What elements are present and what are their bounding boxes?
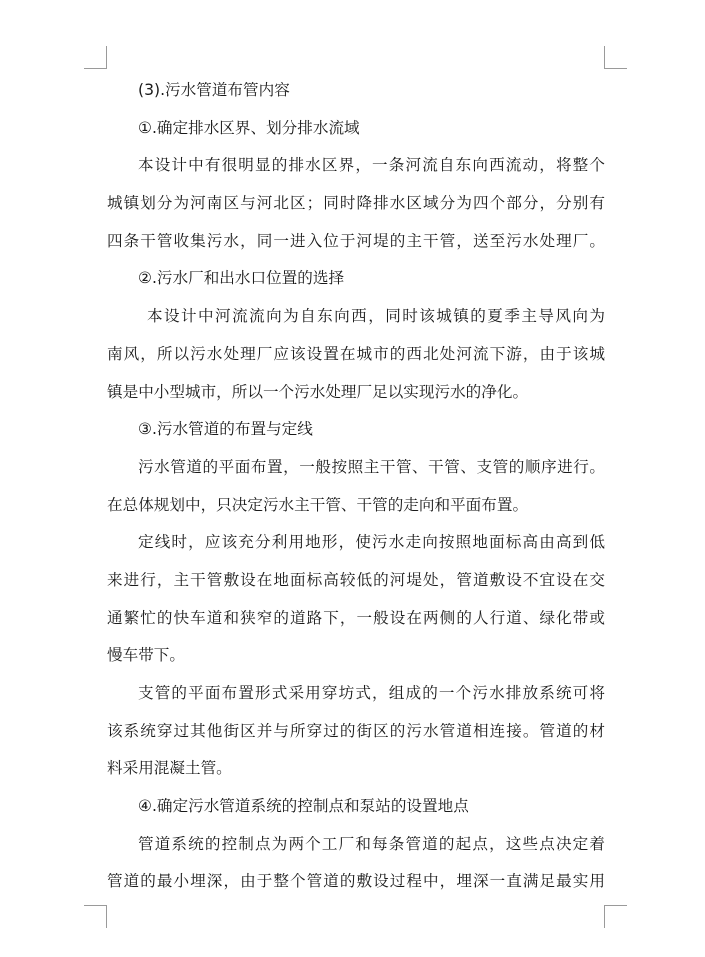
paragraph-line: 管道系统的控制点为两个工厂和每条管道的起点，这些点决定着 [138,834,605,853]
subsection-heading: ①.确定排水区界、划分排水流域 [138,118,360,137]
section-heading: (3).污水管道布管内容 [138,81,290,99]
paragraph-line: 镇是中小型城市，所以一个污水处理厂足以实现污水的净化。 [107,382,529,401]
paragraph-line: 污水管道的平面布置，一般按照主干管、干管、支管的顺序进行。 [138,457,605,476]
paragraph-line: 慢车带下。 [107,646,185,665]
paragraph-line: 四条干管收集污水，同一进入位于河堤的主干管，送至污水处理厂。 [107,231,605,250]
document-body [107,72,605,901]
paragraph-line: 料采用混凝土管。 [107,759,232,778]
paragraph-line: 管道的最小埋深，由于整个管道的敷设过程中，埋深一直满足最实用 [107,872,605,891]
crop-mark-bottom-left [84,905,107,928]
paragraph-line: 城镇划分为河南区与河北区；同时降排水区域分为四个部分，分别有 [107,194,605,213]
subsection-heading: ②.污水厂和出水口位置的选择 [138,269,345,288]
paragraph-line: 支管的平面布置形式采用穿坊式，组成的一个污水排放系统可将 [138,684,605,702]
crop-mark-bottom-right [604,905,627,928]
paragraph-line: 通繁忙的快车道和狭窄的道路下，一般设在两侧的人行道、绿化带或 [107,608,605,627]
paragraph-line: 南风，所以污水处理厂应该设置在城市的西北处河流下游，由于该城 [107,344,605,363]
paragraph-line: 来进行，主干管敷设在地面标高较低的河堤处，管道敷设不宜设在交 [107,570,605,589]
paragraph-line: 该系统穿过其他街区并与所穿过的街区的污水管道相连接。管道的材 [107,721,605,740]
crop-mark-top-right [604,46,627,69]
paragraph-line: 本设计中河流流向为自东向西，同时该城镇的夏季主导风向为 [147,307,605,326]
crop-mark-top-left [84,46,107,69]
subsection-heading: ③.污水管道的布置与定线 [138,420,313,439]
paragraph-line: 在总体规划中，只决定污水主干管、干管的走向和平面布置。 [107,495,529,514]
paragraph-line: 本设计中有很明显的排水区界，一条河流自东向西流动，将整个 [138,156,605,175]
paragraph-line: 定线时，应该充分利用地形，使污水走向按照地面标高由高到低 [138,533,605,552]
subsection-heading: ④.确定污水管道系统的控制点和泵站的设置地点 [138,797,469,816]
